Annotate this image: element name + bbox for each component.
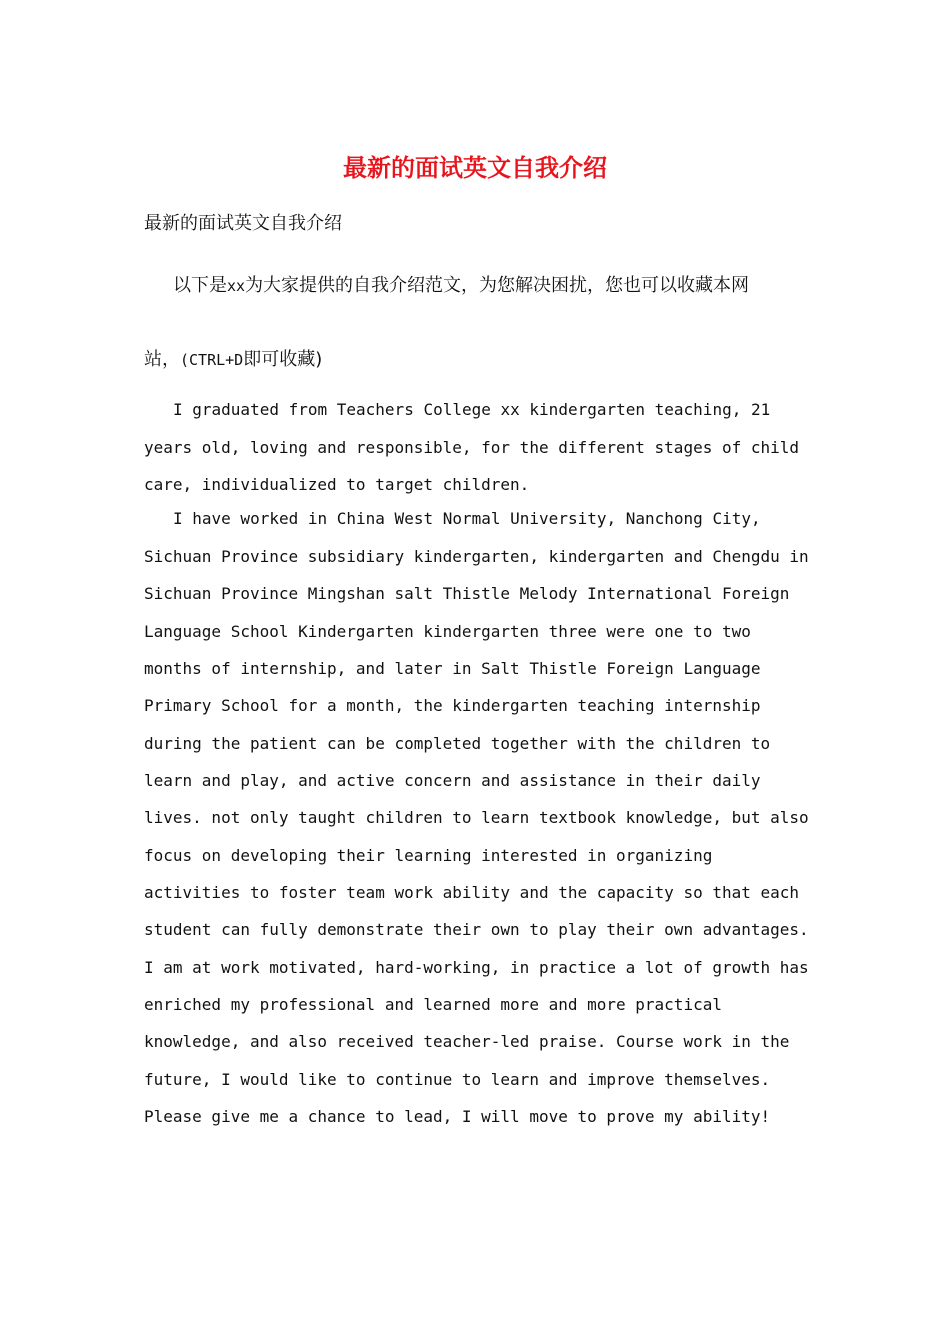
intro-text-2a: 站， [144, 349, 180, 370]
intro-text-1b: xx [227, 277, 246, 295]
intro-line-2 [144, 345, 814, 375]
paragraph-line: months of internship, and later in Salt Thistle Foreign Language [144, 659, 761, 678]
paragraph-line: activities to foster team work ability and the capacity so that each [144, 883, 800, 902]
paragraph-line: I have worked in China West Normal University, Nanchong City, [173, 509, 761, 528]
paragraph-line: Please give me a chance to lead, I will move to prove my ability! [144, 1107, 771, 1126]
paragraph-line: during the patient can be completed together with the children to [144, 734, 771, 753]
document-title: 最新的面试英文自我介绍 [343, 153, 607, 182]
intro-text-2c: 即可收藏) [243, 349, 323, 370]
paragraph-line: Sichuan Province subsidiary kindergarten, kindergarten and Chengdu in [144, 547, 809, 566]
paragraph-line: focus on developing their learning interested in organizing [144, 846, 713, 865]
paragraph-line: Primary School for a month, the kindergarten teaching internship [144, 696, 761, 715]
paragraph-line: care, individualized to target children. [144, 475, 530, 494]
paragraph-line: Sichuan Province Mingshan salt Thistle Melody International Foreign [144, 584, 790, 603]
intro-text-1c: 为大家提供的自我介绍范文，为您解决困扰，您也可以收藏本网 [245, 275, 750, 296]
paragraph-line: I am at work motivated, hard-working, in practice a lot of growth has [144, 958, 809, 977]
paragraph-line: learn and play, and active concern and assistance in their daily [144, 771, 761, 790]
paragraph-line: knowledge, and also received teacher-led praise. Course work in the [144, 1032, 790, 1051]
intro-text-1a: 以下是 [173, 275, 227, 296]
paragraph-line: I graduated from Teachers College xx kindergarten teaching, 21 [173, 400, 771, 419]
paragraph-line: years old, loving and responsible, for the different stages of child [144, 438, 800, 457]
paragraph-line: lives. not only taught children to learn textbook knowledge, but also [144, 808, 809, 827]
intro-line-1 [144, 271, 843, 301]
paragraph-line: future, I would like to continue to learn and improve themselves. [144, 1070, 771, 1089]
paragraph-line: student can fully demonstrate their own to play their own advantages. [144, 920, 809, 939]
section-heading: 最新的面试英文自我介绍 [144, 213, 342, 234]
paragraph-line: Language School Kindergarten kindergarten three were one to two [144, 622, 751, 641]
intro-text-2b: (CTRL+D [180, 351, 244, 369]
paragraph-line: enriched my professional and learned more and more practical [144, 995, 722, 1014]
